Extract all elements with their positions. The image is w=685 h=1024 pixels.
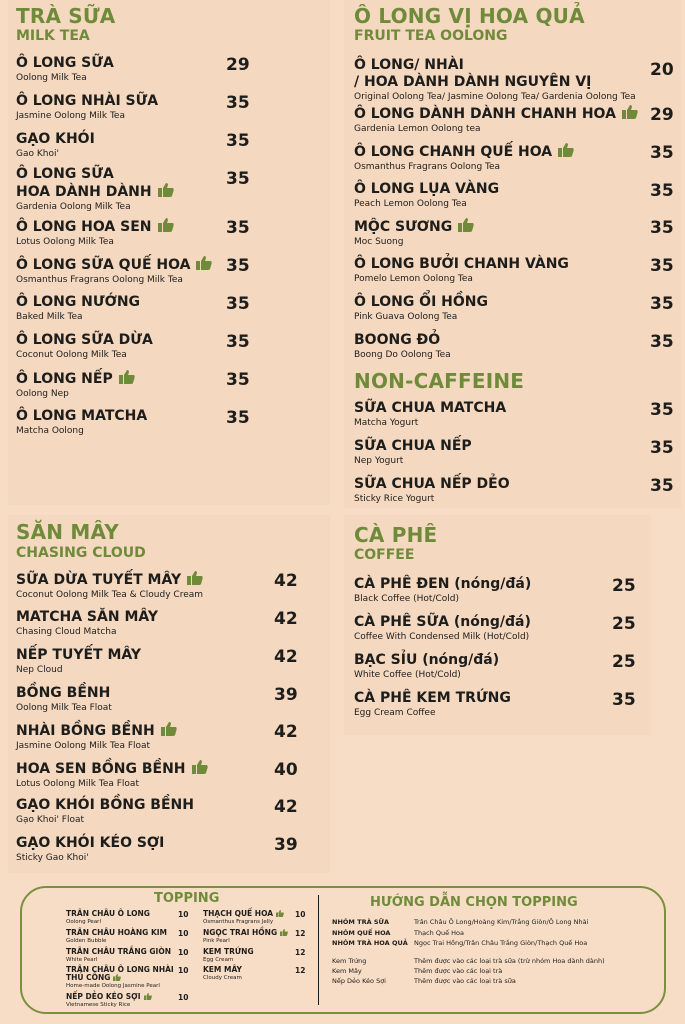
menu-item-description: Original Oolong Tea/ Jasmine Oolong Tea/ Gardenia Oolong Tea [354, 92, 636, 102]
topping-item [203, 948, 291, 964]
menu-item-name: Ô LONG NHÀI SỮA [16, 93, 159, 109]
topping-description: Home-made Oolong Jasmine Pearl [66, 983, 160, 989]
guide-extra-label: Kem Mây [332, 967, 362, 975]
guide-extra-text: Thêm được vào các loại trà [414, 967, 503, 975]
menu-item [16, 131, 95, 160]
topping-title: TOPPING [154, 891, 220, 906]
menu-item [16, 408, 147, 437]
guide-extra-label: Kem Trứng [332, 957, 367, 965]
menu-item-description: White Coffee (Hot/Cold) [354, 670, 461, 680]
menu-item-name: CÀ PHÊ KEM TRỨNG [354, 690, 511, 706]
menu-item-price: 35 [650, 294, 674, 314]
guide-extra-text: Thêm được vào các loại trà sữa (trừ nhóm Hoa dành dành) [414, 957, 605, 965]
menu-item [16, 256, 212, 286]
menu-item [16, 332, 153, 361]
guide-group-label: NHÓM TRÀ SỮA [332, 918, 390, 926]
menu-item-description: Lotus Oolong Milk Tea Float [16, 779, 139, 789]
thumbs-up-icon [616, 106, 638, 122]
menu-item [16, 722, 177, 752]
menu-item-description: Nep Cloud [16, 665, 63, 675]
menu-item-description: Egg Cream Coffee [354, 708, 436, 718]
menu-item-price: 25 [612, 652, 636, 672]
menu-item-description: Moc Suong [354, 237, 404, 247]
menu-item-description: Osmanthus Fragrans Oolong Tea [354, 162, 501, 172]
menu-item-price: 42 [274, 609, 298, 629]
thumbs-up-icon [152, 184, 174, 200]
thumbs-up-icon [141, 992, 152, 1001]
menu-item-price: 42 [274, 647, 298, 667]
menu-item-price: 20 [650, 60, 674, 80]
fruit-tea-subtitle: FRUIT TEA OOLONG [354, 28, 508, 44]
topping-price: 10 [178, 966, 189, 975]
menu-item-price: 35 [612, 690, 636, 710]
menu-item [354, 256, 569, 285]
topping-description: Cloudy Cream [203, 975, 242, 981]
topping-item [203, 910, 291, 926]
menu-item [16, 93, 158, 122]
thumbs-up-icon [452, 219, 474, 235]
milk-tea-subtitle: MILK TEA [16, 28, 90, 44]
topping-name: NGỌC TRAI HỒNG [203, 929, 291, 937]
menu-item-name: SỮA CHUA MATCHA [354, 400, 507, 416]
menu-item-name: BẠC SỈU (nóng/đá) [354, 652, 500, 668]
menu-item [354, 181, 499, 210]
thumbs-up-icon [113, 371, 135, 387]
menu-item-price: 25 [612, 614, 636, 634]
menu-item-name: BỒNG BỀNH [16, 685, 111, 701]
menu-item [16, 218, 174, 248]
menu-item-price: 35 [650, 143, 674, 163]
guide-group-text: Ngọc Trai Hồng/Trân Châu Trắng Giòn/Thạch Quế Hoa [414, 939, 588, 947]
menu-item-price: 35 [650, 438, 674, 458]
non-caffeine-title: NON-CAFFEINE [354, 369, 525, 393]
menu-item-name: Ô LONG ỔI HỒNG [354, 294, 488, 310]
guide-group-label: NHÓM TRÀ HOA QUẢ [332, 939, 408, 947]
menu-item [16, 647, 141, 676]
menu-item [354, 332, 451, 361]
topping-price: 12 [295, 966, 306, 975]
topping-description: Vietnamese Sticky Rice [66, 1002, 131, 1008]
menu-item-name: HOA SEN BỒNG BỀNH [16, 760, 208, 778]
thumbs-up-icon [181, 572, 203, 588]
thumbs-up-icon [552, 144, 574, 160]
topping-price: 10 [178, 948, 189, 957]
menu-item-price: 35 [650, 400, 674, 420]
menu-item-price: 25 [612, 576, 636, 596]
menu-item-description: Gạo Khoi' Float [16, 815, 85, 825]
chasing-cloud-title: SĂN MÂY [16, 520, 119, 544]
menu-item-price: 35 [650, 332, 674, 352]
thumbs-up-icon [277, 928, 288, 937]
menu-item-description: Oolong Nep [16, 389, 69, 399]
menu-item [354, 400, 506, 429]
topping-name: TRÂN CHÂU TRẮNG GIÒN [66, 947, 171, 956]
menu-item [354, 294, 488, 323]
menu-item-description: Black Coffee (Hot/Cold) [354, 594, 459, 604]
menu-item-price: 35 [226, 294, 250, 314]
menu-item [16, 55, 114, 84]
topping-name: KEM MÂY [203, 965, 242, 974]
menu-item-price: 35 [650, 218, 674, 238]
menu-item-name: Ô LONG SỮA HOA DÀNH DÀNH [16, 166, 174, 201]
menu-item-description: Gardenia Oolong Milk Tea [16, 202, 131, 212]
menu-item-name: GẠO KHÓI KÉO SỢI [16, 835, 165, 851]
menu-item-description: Jasmine Oolong Milk Tea [16, 111, 125, 121]
thumbs-up-icon [273, 909, 284, 918]
guide-extra-label: Nếp Dẻo Kéo Sợi [332, 977, 386, 985]
menu-item-price: 42 [274, 722, 298, 742]
topping-item [66, 993, 174, 1009]
menu-item [16, 609, 158, 638]
guide-group-label: NHÓM QUẾ HOA [332, 929, 391, 937]
menu-item-price: 35 [226, 169, 250, 189]
topping-item [203, 929, 291, 945]
menu-item [16, 835, 164, 864]
topping-description: Golden Bubble [66, 938, 107, 944]
fruit-tea-title: Ô LONG VỊ HOA QUẢ [354, 4, 585, 28]
menu-item-name: MỘC SƯƠNG [354, 218, 474, 236]
menu-item-price: 29 [650, 105, 674, 125]
guide-group-text: Thạch Quế Hoa [414, 929, 464, 937]
menu-item-price: 35 [650, 256, 674, 276]
menu-item-name: Ô LONG NẾP [16, 370, 135, 388]
menu-item-name: CÀ PHÊ ĐEN (nóng/đá) [354, 576, 532, 592]
menu-item-name: GẠO KHÓI BỒNG BỀNH [16, 797, 194, 813]
menu-item-price: 35 [226, 370, 250, 390]
menu-item-price: 35 [226, 256, 250, 276]
menu-item-description: Coffee With Condensed Milk (Hot/Cold) [354, 632, 530, 642]
menu-item [354, 438, 472, 467]
menu-item [354, 218, 474, 248]
menu-item-description: Matcha Yogurt [354, 418, 419, 428]
topping-item [203, 966, 291, 982]
menu-item-description: Coconut Oolong Milk Tea & Cloudy Cream [16, 590, 204, 600]
menu-item-price: 35 [226, 93, 250, 113]
menu-item-price: 29 [226, 55, 250, 75]
menu-item [354, 614, 531, 643]
coffee-title: CÀ PHÊ [354, 523, 438, 547]
menu-item-description: Oolong Milk Tea Float [16, 703, 112, 713]
menu-item-price: 35 [226, 408, 250, 428]
menu-item-price: 35 [226, 332, 250, 352]
topping-price: 12 [295, 948, 306, 957]
menu-item [354, 57, 636, 103]
topping-price: 10 [178, 929, 189, 938]
menu-item [16, 166, 174, 213]
menu-item-price: 42 [274, 797, 298, 817]
menu-item-description: Pomelo Lemon Oolong Tea [354, 274, 473, 284]
menu-item-description: Lotus Oolong Milk Tea [16, 237, 114, 247]
guide-title: HƯỚNG DẪN CHỌN TOPPING [370, 895, 578, 910]
topping-description: Oolong Pearl [66, 919, 101, 925]
menu-item-name: SỮA CHUA NẾP [354, 438, 472, 454]
menu-item-description: Chasing Cloud Matcha [16, 627, 117, 637]
menu-item-name: NHÀI BỒNG BỀNH [16, 722, 177, 740]
menu-item-description: Oolong Milk Tea [16, 73, 87, 83]
menu-item-price: 35 [650, 181, 674, 201]
menu-item-price: 35 [226, 131, 250, 151]
topping-price: 12 [295, 929, 306, 938]
topping-name: TRÂN CHÂU Ô LONG NHÀI THỦ CÔNG [66, 965, 174, 982]
menu-item [16, 685, 112, 714]
topping-description: Pink Pearl [203, 938, 230, 944]
topping-item [66, 910, 174, 926]
topping-price: 10 [178, 910, 189, 919]
menu-item-description: Gardenia Lemon Oolong tea [354, 124, 481, 134]
menu-item-description: Matcha Oolong [16, 426, 84, 436]
topping-description: Osmanthus Fragrans Jelly [203, 919, 274, 925]
menu-item-name: Ô LONG/ NHÀI / HOA DÀNH DÀNH NGUYÊN VỊ [354, 57, 592, 90]
thumbs-up-icon [186, 761, 208, 777]
menu-item-description: Nep Yogurt [354, 456, 404, 466]
menu-item-name: Ô LONG SỮA QUẾ HOA [16, 256, 212, 274]
menu-item [16, 571, 203, 601]
menu-item-name: Ô LONG HOA SEN [16, 218, 174, 236]
menu-item-name: SỮA DỪA TUYẾT MÂY [16, 571, 203, 589]
menu-item-price: 39 [274, 835, 298, 855]
menu-item [16, 797, 194, 826]
menu-item-name: NẾP TUYẾT MÂY [16, 647, 142, 663]
thumbs-up-icon [190, 257, 212, 273]
menu-item [16, 370, 135, 400]
menu-item-description: Boong Do Oolong Tea [354, 350, 451, 360]
menu-item [354, 652, 499, 681]
menu-item-name: BOONG ĐỎ [354, 332, 441, 348]
menu-item-name: Ô LONG DÀNH DÀNH CHANH HOA [354, 105, 638, 123]
menu-item [354, 143, 574, 173]
topping-description: White Pearl [66, 957, 98, 963]
topping-name: NẾP DẺO KÉO SỢI [66, 993, 174, 1001]
menu-item-price: 39 [274, 685, 298, 705]
milk-tea-title: TRÀ SỮA [16, 4, 116, 28]
menu-item-name: Ô LONG SỮA DỪA [16, 332, 153, 348]
topping-name: TRÂN CHÂU HOÀNG KIM [66, 928, 168, 937]
menu-item-name: Ô LONG SỮA [16, 55, 114, 71]
guide-extra-text: Thêm được vào các loại trà sữa [414, 977, 516, 985]
menu-item-name: MATCHA SĂN MÂY [16, 609, 159, 625]
menu-item-description: Peach Lemon Oolong Tea [354, 199, 467, 209]
coffee-subtitle: COFFEE [354, 547, 415, 563]
menu-item-description: Gao Khoi' [16, 149, 59, 159]
menu-item [354, 105, 638, 135]
topping-description: Egg Cream [203, 957, 234, 963]
menu-item-name: CÀ PHÊ SỮA (nóng/đá) [354, 614, 531, 630]
menu-item-price: 42 [274, 571, 298, 591]
menu-item [16, 294, 140, 323]
thumbs-up-icon [152, 219, 174, 235]
menu-item [354, 476, 510, 505]
topping-price: 10 [178, 993, 189, 1002]
menu-item-description: Jasmine Oolong Milk Tea Float [16, 741, 151, 751]
topping-item [66, 966, 174, 990]
menu-item-name: Ô LONG CHANH QUẾ HOA [354, 143, 574, 161]
menu-item-name: GẠO KHÓI [16, 131, 95, 147]
menu-item-description: Baked Milk Tea [16, 312, 83, 322]
topping-price: 10 [295, 910, 306, 919]
guide-group-text: Trân Châu Ô Long/Hoàng Kim/Trắng Giòn/Ô Long Nhài [414, 918, 589, 926]
menu-item-name: SỮA CHUA NẾP DẺO [354, 476, 510, 492]
menu-item [354, 576, 531, 605]
menu-item [16, 760, 208, 790]
menu-item-description: Pink Guava Oolong Tea [354, 312, 458, 322]
menu-item-price: 35 [226, 218, 250, 238]
menu-item-description: Sticky Rice Yogurt [354, 494, 435, 504]
menu-item-price: 35 [650, 476, 674, 496]
thumbs-up-icon [155, 723, 177, 739]
menu-item-description: Sticky Gao Khoi' [16, 853, 89, 863]
topping-item [66, 948, 174, 964]
thumbs-up-icon [110, 973, 121, 982]
topping-name: TRÂN CHÂU Ô LONG [66, 909, 150, 918]
chasing-cloud-subtitle: CHASING CLOUD [16, 545, 146, 561]
topping-name: THẠCH QUẾ HOA [203, 910, 291, 918]
topping-name: KEM TRỨNG [203, 947, 254, 956]
topping-divider [318, 895, 319, 1005]
topping-item [66, 929, 174, 945]
menu-item-description: Coconut Oolong Milk Tea [16, 350, 127, 360]
menu-item-name: Ô LONG BƯỞI CHANH VÀNG [354, 256, 569, 272]
menu-item-description: Osmanthus Fragrans Oolong Milk Tea [16, 275, 183, 285]
menu-item-name: Ô LONG NƯỚNG [16, 294, 141, 310]
menu-item [354, 690, 511, 719]
menu-item-name: Ô LONG MATCHA [16, 408, 148, 424]
menu-item-name: Ô LONG LỤA VÀNG [354, 181, 500, 197]
menu-item-price: 40 [274, 760, 298, 780]
